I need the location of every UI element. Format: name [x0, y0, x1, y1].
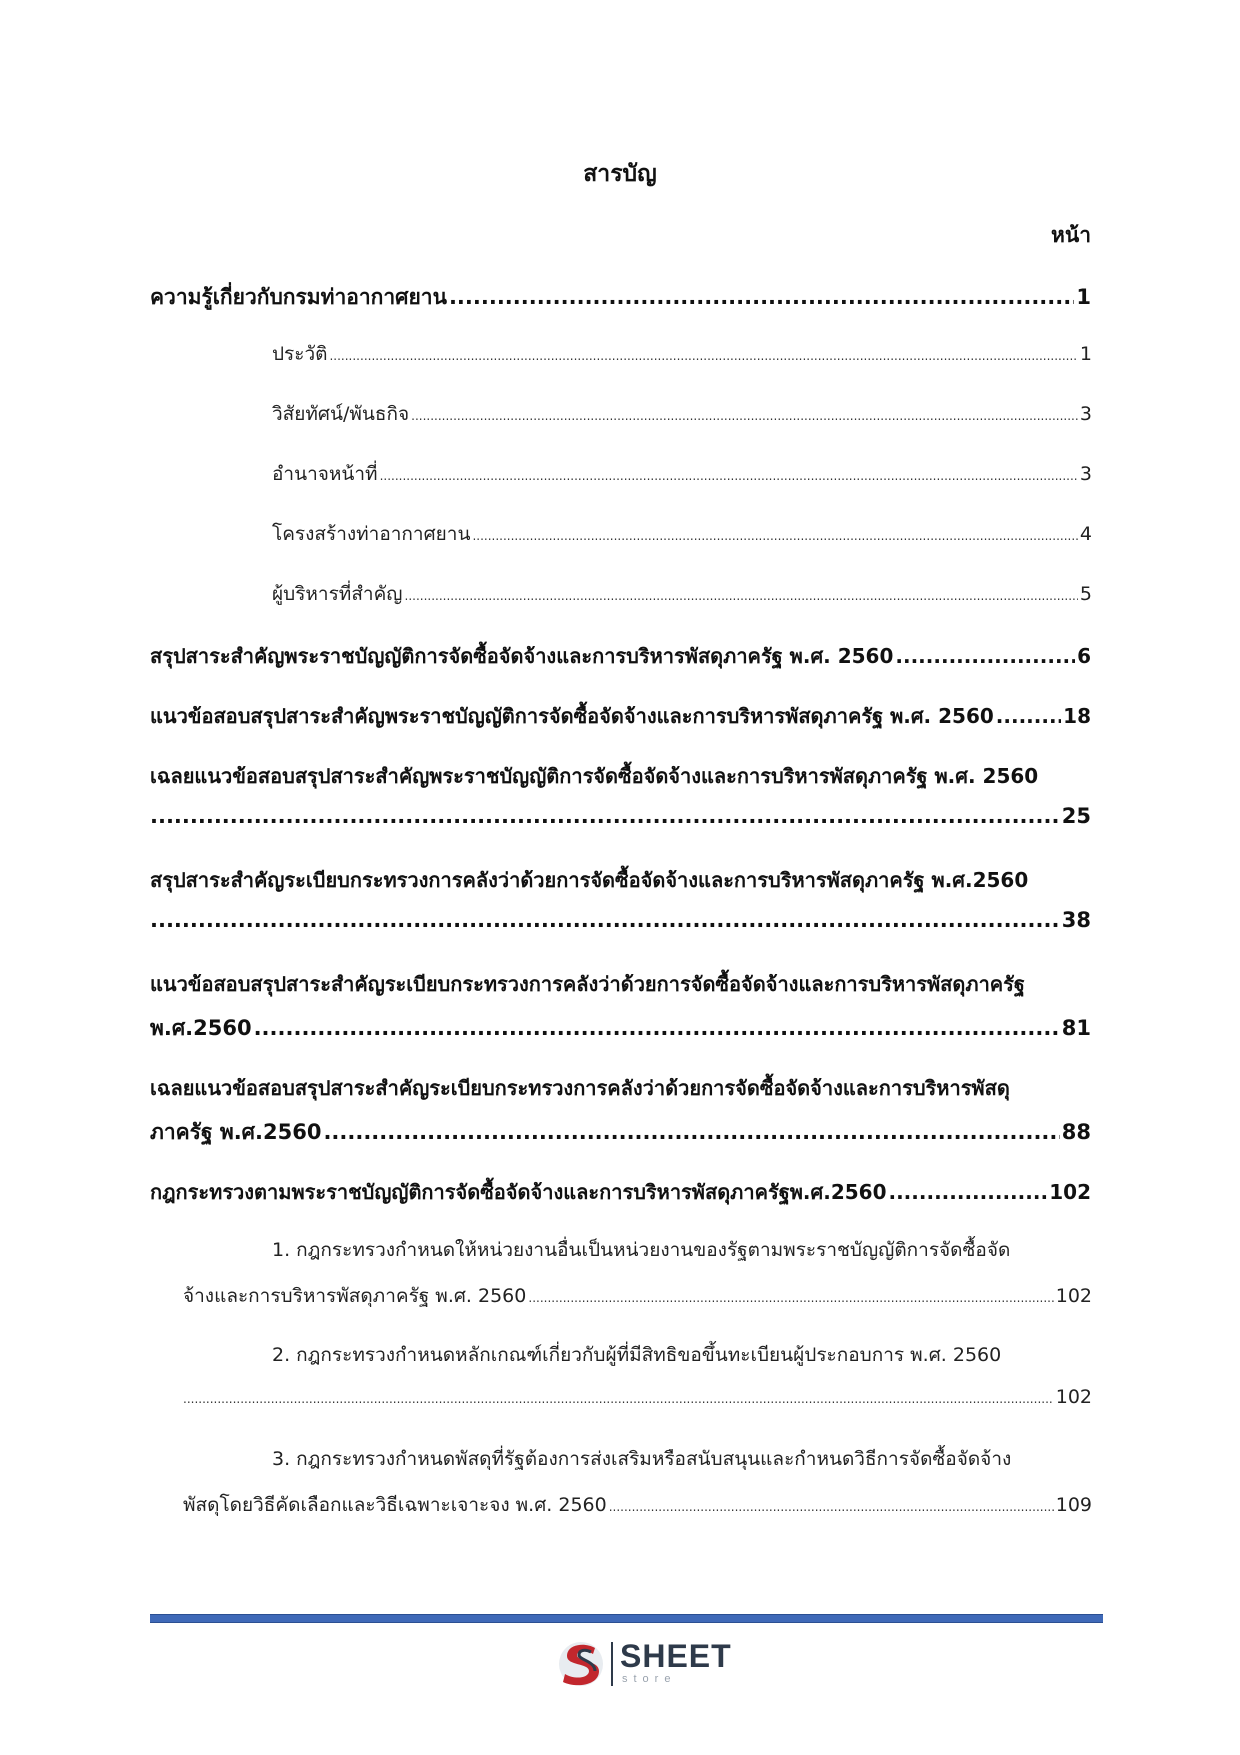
logo-subtext: store	[622, 1673, 677, 1685]
toc-entry-page: 3	[1079, 403, 1092, 425]
logo-separator	[611, 1642, 613, 1686]
leader-dots	[405, 589, 1078, 603]
toc-entry-text: พัสดุโดยวิธีคัดเลือกและวิธีเฉพาะเจาะจง พ.ศ. 2560	[183, 1494, 607, 1516]
toc-subentry[interactable]	[272, 579, 1092, 609]
leader-dots	[472, 529, 1077, 543]
toc-entry-text: ผู้บริหารที่สำคัญ	[272, 583, 403, 605]
toc-entry[interactable]	[150, 640, 1091, 672]
toc-entry-page: 1	[1076, 285, 1091, 309]
toc-entry-text: แนวข้อสอบสรุปสาระสำคัญพระราชบัญญัติการจัดซื้อจัดจ้างและการบริหารพัสดุภาครัฐ พ.ศ. 2560	[150, 704, 994, 728]
toc-entry-page: 38	[1061, 908, 1091, 932]
leader-dots	[254, 1016, 1060, 1040]
toc-entry-text: พ.ศ.2560	[150, 1016, 252, 1040]
toc-entry-continuation[interactable]	[150, 804, 1091, 828]
toc-entry-page: 102	[1055, 1386, 1092, 1408]
toc-entry-continuation[interactable]	[150, 1012, 1091, 1045]
toc-entry-page: 102	[1049, 1180, 1091, 1204]
leader-dots	[329, 349, 1077, 363]
toc-subentry-continuation[interactable]	[183, 1281, 1092, 1311]
toc-entry-text: ประวัติ	[272, 343, 328, 365]
toc-entry-page: 88	[1061, 1120, 1091, 1144]
leader-dots	[996, 704, 1061, 728]
toc-entry-page: 6	[1077, 644, 1091, 668]
toc-entry-text: ภาครัฐ พ.ศ.2560	[150, 1120, 322, 1144]
leader-dots	[449, 285, 1074, 309]
toc-entry[interactable]	[150, 281, 1091, 314]
toc-subentry-continuation[interactable]	[183, 1386, 1092, 1408]
leader-dots	[888, 1180, 1047, 1204]
toc-subentry[interactable]	[272, 459, 1092, 489]
toc-subentry-text[interactable]: 1. กฎกระทรวงกำหนดให้หน่วยงานอื่นเป็นหน่วยงานของรัฐตามพระราชบัญญัติการจัดซื้อจัด	[272, 1239, 1011, 1261]
toc-subentry[interactable]	[272, 399, 1092, 429]
toc-subentry-text[interactable]: 2. กฎกระทรวงกำหนดหลักเกณฑ์เกี่ยวกับผู้ที่มีสิทธิขอขึ้นทะเบียนผู้ประกอบการ พ.ศ. 2560	[272, 1344, 1002, 1366]
footer-divider-bar	[150, 1614, 1103, 1623]
toc-subentry-text[interactable]: 3. กฎกระทรวงกำหนดพัสดุที่รัฐต้องการส่งเสริมหรือสนับสนุนและกำหนดวิธีการจัดซื้อจัดจ้าง	[272, 1448, 1012, 1470]
toc-entry-page: 1	[1079, 343, 1092, 365]
toc-entry-text: วิสัยทัศน์/พันธกิจ	[272, 403, 410, 425]
toc-title: สารบัญ	[583, 161, 657, 187]
leader-dots	[609, 1500, 1054, 1514]
leader-dots	[183, 1392, 1054, 1406]
toc-entry-page: 5	[1079, 583, 1092, 605]
toc-entry-text: กฎกระทรวงตามพระราชบัญญัติการจัดซื้อจัดจ้างและการบริหารพัสดุภาครัฐพ.ศ.2560	[150, 1180, 887, 1204]
leader-dots	[411, 409, 1078, 423]
toc-entry-continuation[interactable]	[150, 1116, 1091, 1149]
toc-entry-page: 3	[1079, 463, 1092, 485]
toc-subentry[interactable]	[272, 339, 1092, 369]
leader-dots	[895, 644, 1075, 668]
toc-entry-text[interactable]: แนวข้อสอบสรุปสาระสำคัญระเบียบกระทรวงการคลังว่าด้วยการจัดซื้อจัดจ้างและการบริหารพัสดุภาครัฐ	[150, 972, 1025, 996]
toc-entry[interactable]	[150, 1176, 1091, 1208]
toc-entry-text: จ้างและการบริหารพัสดุภาครัฐ พ.ศ. 2560	[183, 1285, 527, 1307]
toc-entry-text[interactable]: สรุปสาระสำคัญระเบียบกระทรวงการคลังว่าด้วยการจัดซื้อจัดจ้างและการบริหารพัสดุภาครัฐ พ.ศ.2560	[150, 868, 1029, 892]
sheet-store-logo-icon	[555, 1636, 613, 1692]
leader-dots	[528, 1291, 1053, 1305]
toc-entry-text: อำนาจหน้าที่	[272, 463, 378, 485]
toc-entry-page: 102	[1055, 1285, 1092, 1307]
logo-text: SHEET	[620, 1638, 732, 1674]
toc-entry-text: โครงสร้างท่าอากาศยาน	[272, 523, 471, 545]
leader-dots	[380, 469, 1078, 483]
toc-subentry[interactable]	[272, 519, 1092, 549]
toc-entry-text[interactable]: เฉลยแนวข้อสอบสรุปสาระสำคัญระเบียบกระทรวงการคลังว่าด้วยการจัดซื้อจัดจ้างและการบริหารพัสดุ	[150, 1076, 1010, 1100]
toc-subentry-continuation[interactable]	[183, 1490, 1092, 1520]
toc-entry-text[interactable]: เฉลยแนวข้อสอบสรุปสาระสำคัญพระราชบัญญัติการจัดซื้อจัดจ้างและการบริหารพัสดุภาครัฐ พ.ศ. 2560	[150, 764, 1039, 788]
leader-dots	[323, 1120, 1059, 1144]
toc-entry-page: 25	[1061, 804, 1091, 828]
toc-entry-page: 4	[1079, 523, 1092, 545]
toc-entry-text: สรุปสาระสำคัญพระราชบัญญัติการจัดซื้อจัดจ้างและการบริหารพัสดุภาครัฐ พ.ศ. 2560	[150, 644, 894, 668]
toc-entry-page: 109	[1055, 1494, 1092, 1516]
toc-entry-text: ความรู้เกี่ยวกับกรมท่าอากาศยาน	[150, 285, 447, 309]
toc-entry-continuation[interactable]	[150, 908, 1091, 932]
leader-dots	[150, 908, 1060, 932]
toc-entry[interactable]	[150, 700, 1091, 732]
leader-dots	[150, 804, 1060, 828]
page-column-header: หน้า	[1051, 223, 1091, 247]
toc-entry-page: 81	[1061, 1016, 1091, 1040]
toc-entry-page: 18	[1063, 704, 1091, 728]
